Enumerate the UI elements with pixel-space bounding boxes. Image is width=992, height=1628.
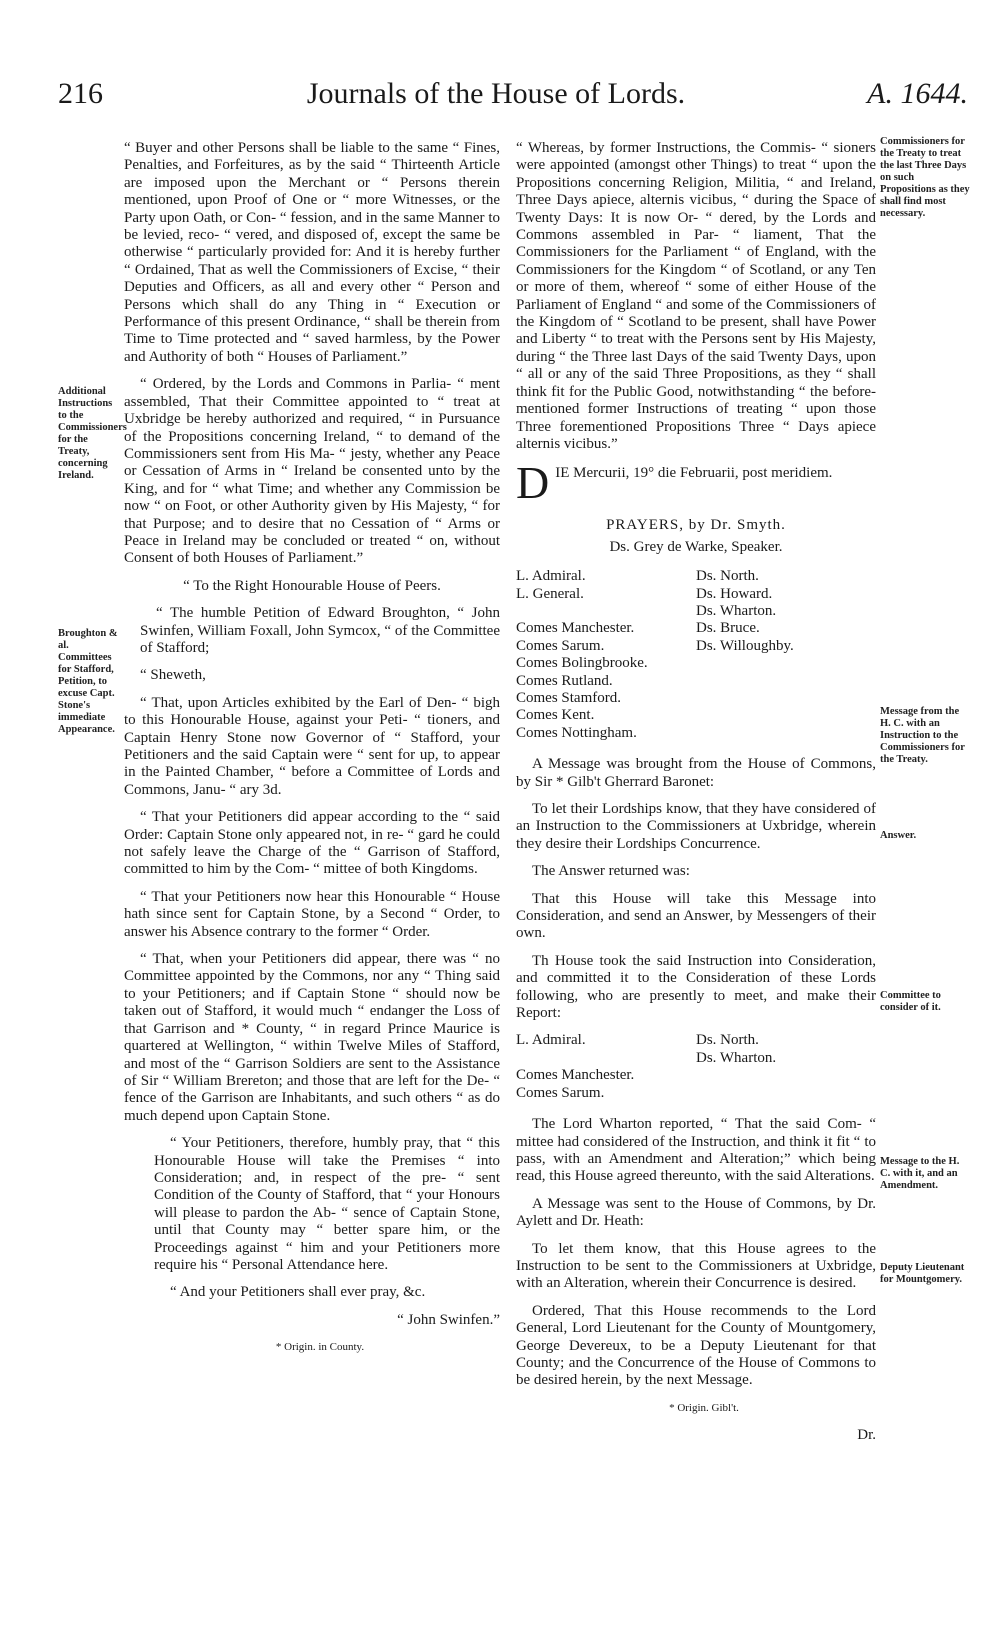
footnote: * Origin. in County. — [275, 1341, 365, 1354]
paragraph: “ Whereas, by former Instructions, the Commis- “ sioners were appointed (amongst other Things) to treat “ upon the Propositions concerning Religion, Militia, “ and Ireland, Three Days apiece, alternis vicibus, “ during the Space of Twenty Days: It is now Or- “ dered, by the Lords and Commons assembled in Par- “ liament, That the Commissioners for the Parliament “ of England, with the Commissioners for the Kingdom “ of Scotland, or any Ten or more of them, whereof “ some of either House of the Parliament of England “ and some of the Commissioners of the Kingdom of “ Scotland to be present, shall have Power and Liberty “ to treat with the Persons sent by His Majesty, during “ the Three last Days of the said Twenty Days, upon “ all or any of the said Three Propositions, as they “ shall think fit for the Public Good, notwithstanding “ the before-mentioned former Instructions of treating “ upon those Three forementioned Propositions Three “ Days apiece alternis vicibus.” — [516, 140, 876, 452]
paragraph: “ That your Petitioners now hear this Honourable “ House hath since sent for Captain Stone, by a Second “ Order, to answer his Absence contrary to the former “ Order. — [124, 888, 500, 940]
roll-entry: Comes Manchester. — [516, 620, 635, 637]
roll-entry: L. Admiral. — [516, 568, 586, 585]
paragraph: A Message was brought from the House of Commons, by Sir * Gilb't Gherrard Baronet: — [516, 756, 876, 790]
roll-entry: Comes Bolingbrooke. — [516, 655, 648, 672]
roll-column-left — [516, 568, 696, 742]
footnote: * Origin. Gibl't. — [669, 1401, 739, 1414]
margin-note-message-from-hc: Message from the H. C. with an Instruction to the Commissioners for the Treaty. — [880, 706, 965, 765]
signature: “ John Swinfen.” — [397, 1311, 500, 1328]
petition-address: “ To the Right Honourable House of Peers. — [183, 577, 441, 594]
paragraph: The Answer returned was: — [532, 863, 690, 880]
speaker-line: Ds. Grey de Warke, Speaker. — [609, 538, 783, 555]
paragraph: “ Buyer and other Persons shall be liable to the same “ Fines, Penalties, and Forfeitures, as by the said “ Thirteenth Article are imposed upon the Merchant or “ Persons therein mentioned, upon Proof of One or “ more Witnesses, or the Party upon Oath, or Con- “ fession, and in the same Manner to be levied, reco- “ vered, and disposed of, except the same be otherwise “ particularly provided for: And it is hereby further “ Ordained, That as well the Commissioners of Excise, “ their Deputies and Officers, as all and every other “ Person and Persons which shall do any Thing in “ Execution or Performance of this present Ordinance, “ shall be therein from Time to Time protected and “ saved harmless, by the Power and Authority of both “ Houses of Parliament.” — [124, 140, 500, 365]
committee-entry: Comes Sarum. — [516, 1084, 605, 1101]
roll-entry: Ds. North. — [696, 568, 759, 585]
margin-note-message-to-hc: Message to the H. C. with it, and an Amendment. — [880, 1156, 960, 1191]
roll-of-lords — [516, 568, 876, 742]
right-column — [516, 140, 876, 1455]
paragraph: The Lord Wharton reported, “ That the said Com- “ mittee had considered of the Instruction, and think it fit “ to pass, with an Amendment and Alteration;” which being read, this House agreed thereunto, with the said Alterations. — [516, 1116, 876, 1185]
committee-column-right — [696, 1032, 876, 1102]
committee-entry: Comes Manchester. — [516, 1067, 635, 1084]
committee-column-left — [516, 1032, 696, 1102]
paragraph: To let their Lordships know, that they have considered of an Instruction to the Commissioners at Uxbridge, wherein they desire their Lordships Concurrence. — [516, 801, 876, 852]
roll-column-right — [696, 568, 876, 742]
paragraph: “ That, upon Articles exhibited by the Earl of Den- “ bigh to this Honourable House, against your Peti- “ tioners, and Captain Henry Stone now Governor of “ Stafford, your Petitioners and the said Captain were “ sent for up, to appear in the Painted Chamber, “ before a Committee of Lords and Commons, Janu- “ ary 3d. — [124, 694, 500, 798]
prayers-line: PRAYERS, by Dr. Smyth. — [606, 517, 786, 534]
paragraph: “ And your Petitioners shall ever pray, &c. — [170, 1284, 426, 1301]
roll-entry: Ds. Wharton. — [696, 602, 777, 619]
margin-note-treaty-last-days: Commissioners for the Treaty to treat the last Three Days on such Propositions as they shall find most necessary. — [880, 136, 970, 219]
roll-entry: Comes Rutland. — [516, 672, 613, 689]
committee-entry — [516, 1050, 696, 1067]
committee-list — [516, 1032, 876, 1102]
page-number: 216 — [58, 77, 103, 110]
page-header — [0, 76, 992, 126]
committee-entry: L. Admiral. — [516, 1032, 586, 1049]
margin-note-committee: Committee to consider of it. — [880, 990, 941, 1013]
margin-note-broughton-petition: Broughton & al. Committees for Stafford, Petition, to excuse Capt. Stone's immediate Appearance. — [58, 628, 118, 735]
committee-entry: Ds. Wharton. — [696, 1049, 777, 1066]
roll-entry: Comes Nottingham. — [516, 724, 637, 741]
drop-cap: D — [516, 457, 550, 509]
roll-entry: Comes Sarum. — [516, 637, 605, 654]
paragraph: “ Your Petitioners, therefore, humbly pray, that “ this Honourable House will take the Premises “ into Consideration; and, in respect of the pre- “ sent Condition of the County of Stafford, that “ your Honours will please to pardon the Ab- “ sence of Captain Stone, until that County may “ better spare him, or the Proceedings against “ him and your Petitioners more require his “ Personal Attendance here. — [154, 1135, 500, 1273]
roll-entry: L. General. — [516, 585, 584, 602]
paragraph: To let them know, that this House agrees to the Instruction to be sent to the Commissioners at Uxbridge, with an Alteration, wherein their Concurrence is desired. — [516, 1240, 876, 1292]
margin-note-instructions-ireland: Additional Instructions to the Commissioners for the Treaty, concerning Ireland. — [58, 386, 127, 481]
roll-entry — [516, 603, 696, 620]
roll-entry: Comes Kent. — [516, 707, 595, 724]
roll-entry: Ds. Willoughby. — [696, 637, 794, 654]
year: A. 1644. — [867, 77, 968, 110]
roll-entry: Comes Stamford. — [516, 689, 621, 706]
paragraph: That this House will take this Message into Consideration, and send an Answer, by Messengers of their own. — [516, 890, 876, 942]
paragraph: Ordered, That this House recommends to the Lord General, Lord Lieutenant for the County of Mountgomery, George Devereux, to be a Deputy Lieutenant for that County; and the Concurrence of the House of Commons to be desired herein, by the next Message. — [516, 1302, 876, 1389]
roll-entry: Ds. Bruce. — [696, 620, 760, 637]
sheweth: “ Sheweth, — [140, 667, 206, 684]
petition-intro: “ The humble Petition of Edward Broughton, “ John Swinfen, William Foxall, John Symcox, “ of the Committee of Stafford; — [140, 605, 500, 656]
session-heading — [516, 457, 876, 509]
paragraph: Th House took the said Instruction into Consideration, and committed it to the Consideration of these Lords following, who are presently to meet, and make their Report: — [516, 952, 876, 1022]
paragraph: “ Ordered, by the Lords and Commons in Parlia- “ ment assembled, That their Committee appointed to “ treat at Uxbridge be hereby authorized and required, “ in Pursuance of the Propositions concerning Ireland, “ to demand of the Commissioners sent from His Ma- “ jesty, whether any Peace or Cessation of Arms in “ Ireland be consented unto by the King, and for “ what Time; and whether any Commission be now “ on Foot, or other Authority given by His Majesty, “ for that Purpose; and to desire that no Cessation of “ Arms or Peace in Ireland may be concluded or treated “ on, without Consent of both Houses of Parliament.” — [124, 376, 500, 567]
paragraph: “ That, when your Petitioners did appear, there was “ no Committee appointed by the Commons, nor any “ Thing said to your Petitioners; and if Captain Stone “ should now be taken out of Stafford, it would much “ endanger the Loss of that Garrison and * County, “ in regard Prince Maurice is quartered at Wellington, “ within Twelve Miles of Stafford, and most of the “ Garrison Soldiers are sent to the Assistance of Sir “ William Brereton; and those that are left for the De- “ fence of the Garrison are Inhabitants, and such others “ as do much depend upon Captain Stone. — [124, 951, 500, 1124]
running-title: Journals of the House of Lords. — [306, 77, 686, 110]
catchword: Dr. — [857, 1427, 876, 1444]
committee-entry: Ds. North. — [696, 1032, 759, 1049]
left-column — [124, 140, 500, 1367]
paragraph: “ That your Petitioners did appear according to the “ said Order: Captain Stone only appeared not, in re- “ gard he could not safely leave the Charge of the “ Garrison of Stafford, committed to him by the Com- “ mittee of both Kingdoms. — [124, 809, 500, 878]
paragraph: A Message was sent to the House of Commons, by Dr. Aylett and Dr. Heath: — [516, 1195, 876, 1230]
roll-entry: Ds. Howard. — [696, 585, 773, 602]
margin-note-answer: Answer. — [880, 830, 917, 841]
session-heading-text: IE Mercurii, 19° die Februarii, post meridiem. — [555, 465, 833, 482]
margin-note-deputy-lieutenant: Deputy Lieutenant for Mountgomery. — [880, 1262, 965, 1285]
